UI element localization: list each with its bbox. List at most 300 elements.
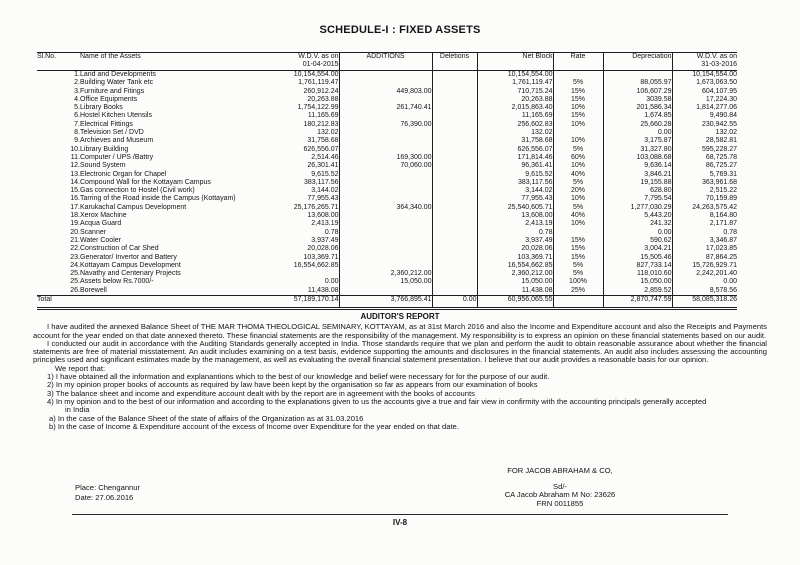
cell-asset-name: Construction of Car Shed xyxy=(80,245,159,253)
auditors-report-section xyxy=(33,313,767,431)
cell-rate: 40% xyxy=(553,171,603,179)
cell-wdv-opening: 383,117.56 xyxy=(235,179,339,187)
report-item-1: 1) I have obtained all the information and explanantions which to the best of our knowledge and belief were necessary for for the purpose of our audit. xyxy=(47,372,550,382)
cell-additions: 449,803.00 xyxy=(339,88,432,96)
cell-asset-name: Computer / UPS /Battry xyxy=(80,153,154,161)
cell-wdv-opening: 626,556.07 xyxy=(235,146,339,154)
cell-asset-name: Electronic Organ for Chapel xyxy=(80,170,167,178)
cell-deletions xyxy=(432,229,477,237)
cell-wdv-opening: 11,438.08 xyxy=(235,287,339,296)
cell-asset-name: Generator/ Invertor and Battery xyxy=(80,253,177,261)
signature-block xyxy=(440,467,680,508)
cell-wdv-opening: 13,608.00 xyxy=(235,212,339,220)
cell-wdv-closing: 604,107.95 xyxy=(701,87,737,95)
cell-rate: 5% xyxy=(553,270,603,278)
cell-slno: 15. xyxy=(70,187,80,195)
col-header-depreciation: Depreciation xyxy=(603,53,672,71)
place-date-block xyxy=(75,483,140,503)
cell-deletions xyxy=(432,220,477,228)
cell-rate: 25% xyxy=(553,287,603,296)
table-row xyxy=(37,220,737,228)
cell-asset-name: Xerox Machine xyxy=(80,212,127,220)
cell-wdv-closing: 15,726,929.71 xyxy=(692,261,737,269)
table-row xyxy=(37,137,737,145)
cell-slno: 9. xyxy=(74,137,80,145)
table-row xyxy=(37,195,737,203)
cell-slno: 17. xyxy=(70,203,80,211)
cell-rate xyxy=(553,229,603,237)
cell-depreciation: 15,505.46 xyxy=(603,254,672,262)
cell-slno: 24. xyxy=(70,261,80,269)
cell-wdv-opening: 0.00 xyxy=(235,278,339,286)
table-row xyxy=(37,171,737,179)
cell-depreciation: 19,155.88 xyxy=(603,179,672,187)
cell-deletions xyxy=(432,195,477,203)
report-item-3: 3) The balance sheet and income and expenditure account dealt with by the report are in agreement with the books of accounts xyxy=(47,388,475,398)
table-row xyxy=(37,229,737,237)
cell-rate: 20% xyxy=(553,187,603,195)
cell-depreciation: 106,607.29 xyxy=(603,88,672,96)
cell-wdv-closing: 70,159.89 xyxy=(705,195,737,203)
cell-depreciation: 3,175.87 xyxy=(603,137,672,145)
total-wdv-closing: 58,085,318.26 xyxy=(672,296,737,309)
cell-net-block: 13,608.00 xyxy=(477,212,553,220)
cell-additions xyxy=(339,212,432,220)
cell-wdv-closing: 363,961.68 xyxy=(701,178,737,186)
col-header-net-block: Net Block xyxy=(477,53,553,71)
total-net-block: 60,956,065.55 xyxy=(477,296,553,309)
cell-rate: 10% xyxy=(553,121,603,129)
wdv-closing-line2: 31-03-2016 xyxy=(701,61,737,69)
signature-name: CA Jacob Abraham M No: 23626 xyxy=(504,490,616,500)
cell-rate: 10% xyxy=(553,162,603,170)
cell-wdv-opening: 77,955.43 xyxy=(235,195,339,203)
cell-slno: 13. xyxy=(70,170,80,178)
cell-depreciation: 827,733.14 xyxy=(603,262,672,270)
cell-deletions xyxy=(432,96,477,104)
cell-deletions xyxy=(432,129,477,137)
cell-net-block: 3,144.02 xyxy=(477,187,553,195)
cell-rate: 5% xyxy=(553,204,603,212)
cell-additions: 2,360,212.00 xyxy=(339,270,432,278)
cell-net-block: 103,369.71 xyxy=(477,254,553,262)
cell-net-block: 2,015,863.40 xyxy=(477,104,553,112)
cell-net-block: 2,360,212.00 xyxy=(477,270,553,278)
cell-net-block: 20,028.06 xyxy=(477,245,553,253)
cell-wdv-closing: 595,228.27 xyxy=(701,145,737,153)
cell-slno: 4. xyxy=(74,95,80,103)
header-row xyxy=(37,53,737,71)
cell-deletions xyxy=(432,270,477,278)
cell-wdv-closing: 9,490.84 xyxy=(709,112,737,120)
cell-additions xyxy=(339,96,432,104)
cell-additions: 364,340.00 xyxy=(339,204,432,212)
cell-rate: 15% xyxy=(553,245,603,253)
cell-net-block: 11,165.69 xyxy=(477,112,553,120)
table-row xyxy=(37,88,737,96)
date-line: Date: 27.06.2016 xyxy=(75,492,134,502)
col-header-deletions: Deletions xyxy=(432,53,477,71)
cell-rate: 10% xyxy=(553,137,603,145)
cell-slno: 20. xyxy=(70,228,80,236)
table-footer xyxy=(37,296,737,309)
we-report-line: We report that: xyxy=(55,363,106,373)
cell-wdv-opening: 0.78 xyxy=(235,229,339,237)
cell-slno: 25. xyxy=(70,270,80,278)
cell-additions xyxy=(339,71,432,80)
cell-deletions xyxy=(432,287,477,296)
cell-rate: 40% xyxy=(553,212,603,220)
cell-net-block: 3,937.49 xyxy=(477,237,553,245)
cell-wdv-closing: 0.78 xyxy=(723,228,737,236)
cell-asset-name: Library Building xyxy=(80,145,129,153)
cell-rate: 60% xyxy=(553,154,603,162)
cell-slno: 16. xyxy=(70,195,80,203)
cell-net-block: 10,154,554.00 xyxy=(477,71,553,80)
cell-slno: 22. xyxy=(70,245,80,253)
cell-wdv-closing: 1,814,277.06 xyxy=(696,104,737,112)
cell-depreciation: 9,636.14 xyxy=(603,162,672,170)
total-deletions: 0.00 xyxy=(432,296,477,309)
cell-rate: 10% xyxy=(553,104,603,112)
cell-depreciation: 88,055.97 xyxy=(603,79,672,87)
cell-rate xyxy=(553,71,603,80)
cell-asset-name: Building Water Tank etc xyxy=(80,79,154,87)
cell-additions xyxy=(339,245,432,253)
footer-divider xyxy=(72,514,728,515)
table-header xyxy=(37,53,737,71)
assets-table-body xyxy=(37,71,737,296)
cell-depreciation: 590.62 xyxy=(603,237,672,245)
table-row xyxy=(37,278,737,286)
cell-wdv-opening: 180,212.83 xyxy=(235,121,339,129)
cell-asset-name: Gas connection to Hostel (Civil work) xyxy=(80,187,195,195)
cell-asset-name: Office Equipments xyxy=(80,95,138,103)
table-row xyxy=(37,237,737,245)
col-header-wdv-closing xyxy=(672,53,737,71)
cell-deletions xyxy=(432,237,477,245)
wdv-opening-line2: 01-04-2015 xyxy=(302,61,339,69)
cell-additions xyxy=(339,171,432,179)
col-header-asset-name: Name of the Assets xyxy=(80,53,235,71)
cell-wdv-opening: 11,165.69 xyxy=(235,112,339,120)
report-subitem-a: a) In the case of the Balance Sheet of the state of affairs of the Organization as at 31.03.2016 xyxy=(49,413,364,423)
cell-net-block: 171,814.46 xyxy=(477,154,553,162)
cell-depreciation: 3,004.21 xyxy=(603,245,672,253)
table-row xyxy=(37,96,737,104)
cell-wdv-closing: 86,725.27 xyxy=(705,162,737,170)
cell-rate: 10% xyxy=(553,195,603,203)
cell-slno: 6. xyxy=(74,112,80,120)
cell-deletions xyxy=(432,245,477,253)
cell-wdv-closing: 68,725.78 xyxy=(705,153,737,161)
cell-asset-name: Tarring of the Road inside the Campus (Kottayam) xyxy=(80,195,236,203)
cell-depreciation: 15,050.00 xyxy=(603,278,672,286)
cell-deletions xyxy=(432,104,477,112)
cell-deletions xyxy=(432,212,477,220)
cell-asset-name: Assets below Rs.7000/- xyxy=(80,278,154,286)
cell-depreciation: 1,674.85 xyxy=(603,112,672,120)
cell-slno: 2. xyxy=(74,79,80,87)
signature-sd: Sd/- xyxy=(553,481,567,491)
table-row xyxy=(37,121,737,129)
total-wdv-opening: 57,189,170.14 xyxy=(235,296,339,309)
cell-asset-name: Archieves and Museum xyxy=(80,137,154,145)
cell-additions: 70,060.00 xyxy=(339,162,432,170)
table-row xyxy=(37,146,737,154)
table-row xyxy=(37,254,737,262)
cell-asset-name: Scanner xyxy=(80,228,107,236)
cell-additions: 261,740.41 xyxy=(339,104,432,112)
cell-asset-name: Land and Developments xyxy=(80,71,156,78)
cell-wdv-closing: 10,154,554.00 xyxy=(692,71,737,78)
cell-depreciation: 0.00 xyxy=(603,129,672,137)
table-row xyxy=(37,129,737,137)
cell-wdv-closing: 5,769.31 xyxy=(709,170,737,178)
col-header-slno: Sl.No. xyxy=(37,53,80,71)
table-row xyxy=(37,245,737,253)
cell-wdv-opening: 132.02 xyxy=(235,129,339,137)
table-row xyxy=(37,204,737,212)
cell-slno: 18. xyxy=(70,212,80,220)
table-row xyxy=(37,287,737,296)
cell-additions: 76,390.00 xyxy=(339,121,432,129)
cell-asset-name: Navathy and Centenary Projects xyxy=(80,270,181,278)
cell-additions xyxy=(339,79,432,87)
cell-asset-name: Sound System xyxy=(80,162,126,170)
cell-depreciation: 2,859.52 xyxy=(603,287,672,296)
cell-asset-name: Borewell xyxy=(80,286,107,294)
cell-rate: 15% xyxy=(553,254,603,262)
cell-wdv-closing: 230,942.55 xyxy=(701,120,737,128)
cell-wdv-closing: 8,578.56 xyxy=(709,286,737,294)
wdv-opening-line1: W.D.V. as on xyxy=(298,53,339,60)
table-row xyxy=(37,262,737,270)
cell-net-block: 31,758.68 xyxy=(477,137,553,145)
cell-asset-name: Water Cooler xyxy=(80,236,121,244)
cell-wdv-closing: 132.02 xyxy=(715,129,737,137)
total-additions: 3,766,895.41 xyxy=(339,296,432,309)
cell-slno: 11. xyxy=(70,153,80,161)
page-number: IV-8 xyxy=(392,518,408,527)
cell-rate: 5% xyxy=(553,79,603,87)
cell-depreciation: 1,277,030.29 xyxy=(603,204,672,212)
cell-wdv-opening: 3,144.02 xyxy=(235,187,339,195)
cell-net-block: 0.78 xyxy=(477,229,553,237)
cell-slno: 23. xyxy=(70,253,80,261)
cell-rate: 5% xyxy=(553,179,603,187)
table-row xyxy=(37,270,737,278)
cell-depreciation: 103,088.68 xyxy=(603,154,672,162)
cell-wdv-opening: 31,758.68 xyxy=(235,137,339,145)
cell-net-block: 1,761,119.47 xyxy=(477,79,553,87)
cell-rate: 15% xyxy=(553,88,603,96)
table-row xyxy=(37,162,737,170)
cell-asset-name: Karukachal Campus Development xyxy=(80,203,187,211)
cell-wdv-opening: 260,912.24 xyxy=(235,88,339,96)
fixed-assets-table xyxy=(37,52,737,310)
table-row xyxy=(37,79,737,87)
cell-asset-name: Television Set / DVD xyxy=(80,129,144,137)
cell-net-block: 132.02 xyxy=(477,129,553,137)
cell-deletions xyxy=(432,262,477,270)
cell-net-block: 25,540,605.71 xyxy=(477,204,553,212)
cell-wdv-opening: 103,369.71 xyxy=(235,254,339,262)
total-rate xyxy=(553,296,603,309)
wdv-closing-line1: W.D.V. as on xyxy=(696,53,737,60)
cell-slno: 3. xyxy=(74,87,80,95)
cell-net-block: 710,715.24 xyxy=(477,88,553,96)
cell-deletions xyxy=(432,79,477,87)
table-row xyxy=(37,104,737,112)
cell-slno: 19. xyxy=(70,220,80,228)
cell-deletions xyxy=(432,179,477,187)
cell-wdv-opening: 1,761,119.47 xyxy=(235,79,339,87)
total-label: Total xyxy=(37,296,235,309)
cell-deletions xyxy=(432,137,477,145)
cell-depreciation: 3039.58 xyxy=(603,96,672,104)
cell-wdv-opening: 2,413.19 xyxy=(235,220,339,228)
table-row xyxy=(37,154,737,162)
cell-wdv-closing: 17,023.85 xyxy=(705,245,737,253)
cell-slno: 1. xyxy=(74,71,80,78)
cell-slno: 10. xyxy=(70,145,80,153)
cell-wdv-opening: 26,301.41 xyxy=(235,162,339,170)
cell-wdv-opening: 25,176,265.71 xyxy=(235,204,339,212)
cell-additions xyxy=(339,129,432,137)
cell-additions xyxy=(339,229,432,237)
signature-frn: FRN 0011855 xyxy=(536,498,584,508)
cell-depreciation: 5,443.20 xyxy=(603,212,672,220)
cell-wdv-closing: 28,582.81 xyxy=(705,137,737,145)
cell-wdv-opening: 16,554,662.85 xyxy=(235,262,339,270)
cell-wdv-closing: 17,224.30 xyxy=(705,95,737,103)
cell-deletions xyxy=(432,88,477,96)
table-row xyxy=(37,179,737,187)
cell-depreciation: 241.32 xyxy=(603,220,672,228)
cell-wdv-closing: 1,673,063.50 xyxy=(696,79,737,87)
cell-net-block: 96,361.41 xyxy=(477,162,553,170)
cell-slno: 5. xyxy=(74,104,80,112)
report-item-4: 4) In my opinion and to the best of our information and according to the explanations given to us the accounts give a true and fair view in confirmity with the accounting principals generally accepted xyxy=(47,396,707,406)
cell-rate: 15% xyxy=(553,96,603,104)
cell-wdv-closing: 87,864.25 xyxy=(705,253,737,261)
cell-slno: 25. xyxy=(70,278,80,286)
signature-firm: FOR JACOB ABRAHAM & CO, xyxy=(507,466,613,475)
cell-wdv-opening: 20,263.88 xyxy=(235,96,339,104)
report-paragraph-1: I have audited the annexed Balance Sheet of THE MAR THOMA THEOLOGICAL SEMINARY, KOTTAYAM, as at 31st March 2016 and also the Income and Expenditure account and also the Receipts and Payments account for the year ended on that date annexed thereto. These financial statements are the responsibility of the management. My responsibility is to express an opinion on these financial statements based on our audit. xyxy=(33,322,767,340)
report-subitem-b: b) In the case of Income & Expenditure account of the excess of Income over Expenditure for the year ended on that date. xyxy=(49,421,459,431)
cell-net-block: 383,117.56 xyxy=(477,179,553,187)
cell-net-block: 626,556.07 xyxy=(477,146,553,154)
cell-rate: 15% xyxy=(553,237,603,245)
cell-wdv-closing: 0.00 xyxy=(723,278,737,286)
cell-depreciation: 25,660.28 xyxy=(603,121,672,129)
cell-net-block: 77,955.43 xyxy=(477,195,553,203)
cell-slno: 7. xyxy=(74,120,80,128)
auditors-report-heading: AUDITOR'S REPORT xyxy=(360,312,440,321)
table-row xyxy=(37,112,737,120)
cell-additions: 169,300.00 xyxy=(339,154,432,162)
col-header-additions: ADDITIONS xyxy=(339,53,432,71)
cell-wdv-closing: 2,242,201.40 xyxy=(696,270,737,278)
cell-wdv-opening: 3,937.49 xyxy=(235,237,339,245)
cell-net-block: 11,438.08 xyxy=(477,287,553,296)
cell-wdv-closing: 2,515.22 xyxy=(709,187,737,195)
cell-slno: 21. xyxy=(70,236,80,244)
cell-rate: 5% xyxy=(553,146,603,154)
col-header-rate: Rate xyxy=(553,53,603,71)
cell-additions xyxy=(339,195,432,203)
cell-slno: 14. xyxy=(70,178,80,186)
cell-wdv-opening: 20,028.06 xyxy=(235,245,339,253)
cell-net-block: 256,602.83 xyxy=(477,121,553,129)
cell-wdv-closing: 8,164.80 xyxy=(709,212,737,220)
cell-asset-name: Electrical Fittings xyxy=(80,120,133,128)
table-row xyxy=(37,212,737,220)
cell-wdv-closing: 2,171.87 xyxy=(709,220,737,228)
cell-wdv-opening: 10,154,554.00 xyxy=(235,71,339,80)
cell-additions xyxy=(339,237,432,245)
cell-net-block: 16,554,662.85 xyxy=(477,262,553,270)
cell-rate: 100% xyxy=(553,278,603,286)
cell-additions xyxy=(339,220,432,228)
cell-wdv-opening: 1,754,122.99 xyxy=(235,104,339,112)
cell-additions xyxy=(339,287,432,296)
table-row xyxy=(37,71,737,80)
cell-asset-name: Kottayam Campus Development xyxy=(80,261,181,269)
cell-additions xyxy=(339,179,432,187)
cell-deletions xyxy=(432,204,477,212)
cell-wdv-closing: 3,346.87 xyxy=(709,236,737,244)
cell-additions xyxy=(339,187,432,195)
cell-deletions xyxy=(432,254,477,262)
cell-slno: 26. xyxy=(70,286,80,294)
cell-depreciation: 7,795.54 xyxy=(603,195,672,203)
cell-slno: 8. xyxy=(74,129,80,137)
cell-asset-name: Compound Wall for the Kottayam Campus xyxy=(80,178,211,186)
total-row xyxy=(37,296,737,309)
cell-additions xyxy=(339,254,432,262)
report-item-2: 2) In my opinion proper books of accounts as required by law have been kept by the organisation so far as appears from our examination of books xyxy=(47,380,538,390)
cell-depreciation xyxy=(603,71,672,80)
cell-net-block: 9,615.52 xyxy=(477,171,553,179)
cell-deletions xyxy=(432,162,477,170)
cell-wdv-opening: 9,615.52 xyxy=(235,171,339,179)
cell-additions xyxy=(339,262,432,270)
cell-slno: 12. xyxy=(70,162,80,170)
cell-deletions xyxy=(432,278,477,286)
cell-depreciation: 118,010.60 xyxy=(603,270,672,278)
cell-rate: 10% xyxy=(553,220,603,228)
cell-wdv-closing: 24,263,575.42 xyxy=(692,203,737,211)
cell-depreciation: 31,327.80 xyxy=(603,146,672,154)
cell-rate xyxy=(553,129,603,137)
table-row xyxy=(37,187,737,195)
cell-deletions xyxy=(432,146,477,154)
total-depreciation: 2,870,747.59 xyxy=(603,296,672,309)
cell-rate: 5% xyxy=(553,262,603,270)
cell-deletions xyxy=(432,121,477,129)
report-item-4-continuation: in India xyxy=(65,405,90,415)
cell-additions xyxy=(339,146,432,154)
cell-depreciation: 201,586.34 xyxy=(603,104,672,112)
col-header-wdv-opening xyxy=(235,53,339,71)
cell-depreciation: 628.80 xyxy=(603,187,672,195)
report-paragraph-2: I conducted our audit in accordance with the Auditing Standards generally accepted in India. Those standards require that we plan and perform the audit to obtain reasonable assurance about whether the financial statements are free of material misstatement. An audit includes examining on a test basis, evidence supporting the amounts and disclosures in the financial statements. An audit also includes assessing the accounting principles used and significant estimates made by the management, as well as evaluating the overall financial statement presentation. I believe that our audit provides a reasonable basis for our opinion. xyxy=(33,338,767,365)
cell-additions xyxy=(339,112,432,120)
schedule-title: SCHEDULE-I : FIXED ASSETS xyxy=(319,24,481,36)
